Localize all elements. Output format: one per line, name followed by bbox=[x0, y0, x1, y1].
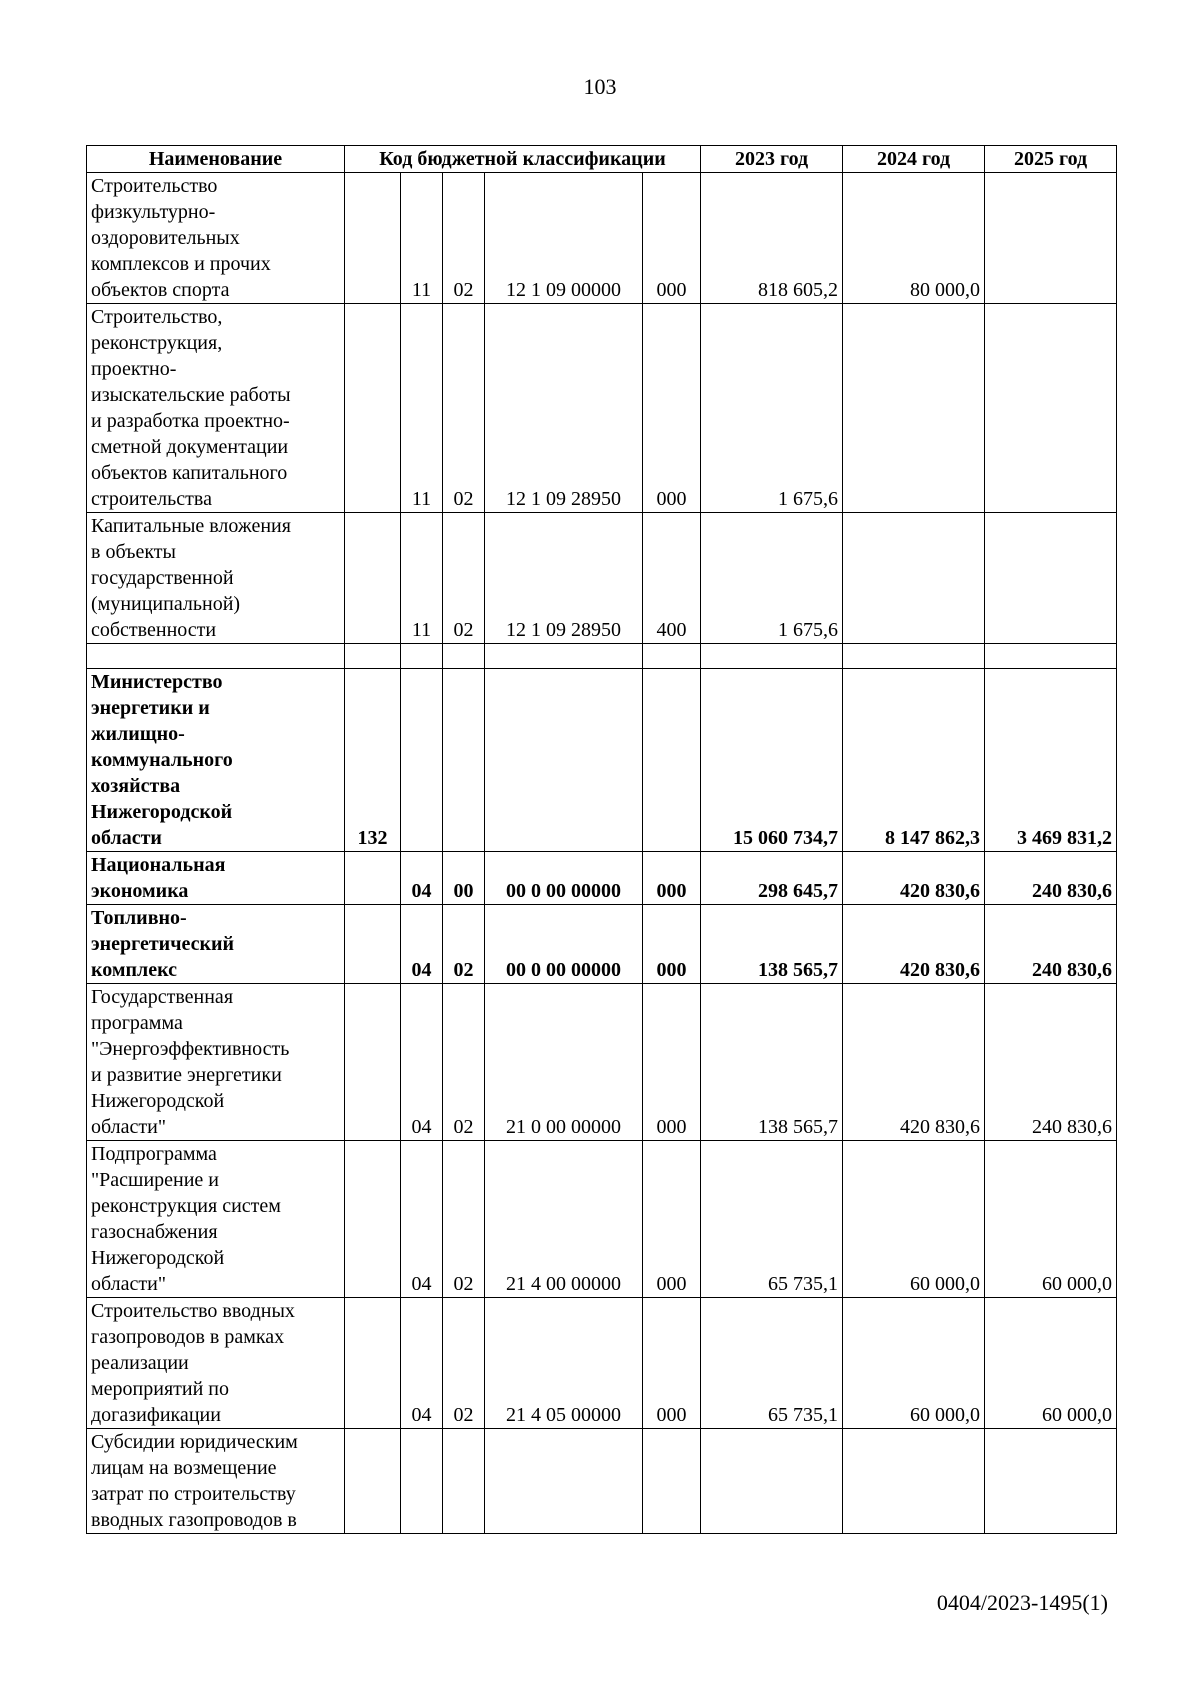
row-expense-type: 000 bbox=[643, 852, 701, 905]
row-target-code: 21 4 05 00000 bbox=[485, 1298, 643, 1429]
row-2024 bbox=[843, 1429, 985, 1534]
row-2025: 240 830,6 bbox=[985, 852, 1117, 905]
empty-cell bbox=[643, 644, 701, 669]
row-2023: 298 645,7 bbox=[701, 852, 843, 905]
row-name: Подпрограмма "Расширение и реконструкция систем газоснабжения Нижегородской области" bbox=[87, 1141, 345, 1298]
row-2025: 60 000,0 bbox=[985, 1298, 1117, 1429]
row-target-code bbox=[485, 669, 643, 852]
row-name: Субсидии юридическим лицам на возмещение затрат по строительству вводных газопроводов в bbox=[87, 1429, 345, 1534]
empty-cell bbox=[701, 644, 843, 669]
empty-cell bbox=[985, 644, 1117, 669]
row-subsection: 02 bbox=[443, 513, 485, 644]
page-number: 103 bbox=[583, 74, 617, 99]
empty-cell bbox=[401, 644, 443, 669]
row-name: Топливно- энергетический комплекс bbox=[87, 905, 345, 984]
row-subsection: 00 bbox=[443, 852, 485, 905]
row-ministry-code bbox=[345, 304, 401, 513]
row-2023: 65 735,1 bbox=[701, 1141, 843, 1298]
row-subsection: 02 bbox=[443, 304, 485, 513]
row-section: 11 bbox=[401, 513, 443, 644]
row-subsection: 02 bbox=[443, 173, 485, 304]
row-2023: 1 675,6 bbox=[701, 304, 843, 513]
row-expense-type: 000 bbox=[643, 905, 701, 984]
row-section: 11 bbox=[401, 304, 443, 513]
row-section bbox=[401, 669, 443, 852]
row-expense-type: 000 bbox=[643, 1298, 701, 1429]
row-2023: 138 565,7 bbox=[701, 905, 843, 984]
row-2023: 818 605,2 bbox=[701, 173, 843, 304]
row-subsection bbox=[443, 1429, 485, 1534]
row-2023 bbox=[701, 1429, 843, 1534]
header-2025: 2025 год bbox=[985, 146, 1117, 173]
row-ministry-code bbox=[345, 1298, 401, 1429]
row-2024 bbox=[843, 304, 985, 513]
row-2025: 3 469 831,2 bbox=[985, 669, 1117, 852]
row-ministry-code bbox=[345, 513, 401, 644]
table-row bbox=[87, 304, 1117, 513]
row-2023: 138 565,7 bbox=[701, 984, 843, 1141]
row-target-code: 12 1 09 00000 bbox=[485, 173, 643, 304]
table-row bbox=[87, 984, 1117, 1141]
row-ministry-code bbox=[345, 905, 401, 984]
header-2023: 2023 год bbox=[701, 146, 843, 173]
row-2023: 1 675,6 bbox=[701, 513, 843, 644]
header-name: Наименование bbox=[87, 146, 345, 173]
row-2023: 65 735,1 bbox=[701, 1298, 843, 1429]
row-name: Строительство, реконструкция, проектно- изыскательские работы и разработка проектно- сметной документации объектов капитального строительства bbox=[87, 304, 345, 513]
row-2025 bbox=[985, 1429, 1117, 1534]
row-2025 bbox=[985, 304, 1117, 513]
row-section: 04 bbox=[401, 1298, 443, 1429]
row-section bbox=[401, 1429, 443, 1534]
row-name: Министерство энергетики и жилищно- коммунального хозяйства Нижегородской области bbox=[87, 669, 345, 852]
row-ministry-code bbox=[345, 984, 401, 1141]
empty-cell bbox=[87, 644, 345, 669]
empty-cell bbox=[843, 644, 985, 669]
table-row bbox=[87, 1141, 1117, 1298]
row-name: Национальная экономика bbox=[87, 852, 345, 905]
row-expense-type: 000 bbox=[643, 1141, 701, 1298]
document-code: 0404/2023-1495(1) bbox=[936, 1590, 1108, 1615]
row-expense-type bbox=[643, 669, 701, 852]
header-code: Код бюджетной классификации bbox=[345, 146, 701, 173]
row-name: Строительство вводных газопроводов в рамках реализации мероприятий по догазификации bbox=[87, 1298, 345, 1429]
row-2025 bbox=[985, 513, 1117, 644]
row-2024: 8 147 862,3 bbox=[843, 669, 985, 852]
row-subsection: 02 bbox=[443, 905, 485, 984]
row-expense-type bbox=[643, 1429, 701, 1534]
row-section: 04 bbox=[401, 852, 443, 905]
row-subsection: 02 bbox=[443, 984, 485, 1141]
row-target-code: 00 0 00 00000 bbox=[485, 852, 643, 905]
row-target-code: 00 0 00 00000 bbox=[485, 905, 643, 984]
row-subsection bbox=[443, 669, 485, 852]
row-ministry-code bbox=[345, 173, 401, 304]
row-name: Строительство физкультурно- оздоровительных комплексов и прочих объектов спорта bbox=[87, 173, 345, 304]
table-row bbox=[87, 1429, 1117, 1534]
row-2025: 60 000,0 bbox=[985, 1141, 1117, 1298]
row-2024: 420 830,6 bbox=[843, 852, 985, 905]
empty-cell bbox=[443, 644, 485, 669]
row-2024: 420 830,6 bbox=[843, 984, 985, 1141]
row-section: 04 bbox=[401, 1141, 443, 1298]
row-2024: 420 830,6 bbox=[843, 905, 985, 984]
row-expense-type: 000 bbox=[643, 173, 701, 304]
row-2024: 60 000,0 bbox=[843, 1141, 985, 1298]
table-row bbox=[87, 1298, 1117, 1429]
row-2023: 15 060 734,7 bbox=[701, 669, 843, 852]
row-2024 bbox=[843, 513, 985, 644]
row-ministry-code: 132 bbox=[345, 669, 401, 852]
table-row bbox=[87, 669, 1117, 852]
row-2025: 240 830,6 bbox=[985, 905, 1117, 984]
row-subsection: 02 bbox=[443, 1141, 485, 1298]
row-expense-type: 000 bbox=[643, 304, 701, 513]
table-header bbox=[87, 146, 1117, 173]
row-ministry-code bbox=[345, 1429, 401, 1534]
row-name: Государственная программа "Энергоэффективность и развитие энергетики Нижегородской области" bbox=[87, 984, 345, 1141]
row-section: 11 bbox=[401, 173, 443, 304]
header-2024: 2024 год bbox=[843, 146, 985, 173]
budget-table bbox=[86, 145, 1117, 1534]
table-row bbox=[87, 513, 1117, 644]
row-2024: 80 000,0 bbox=[843, 173, 985, 304]
row-section: 04 bbox=[401, 905, 443, 984]
row-expense-type: 400 bbox=[643, 513, 701, 644]
row-ministry-code bbox=[345, 852, 401, 905]
row-2025 bbox=[985, 173, 1117, 304]
table-row bbox=[87, 852, 1117, 905]
empty-cell bbox=[485, 644, 643, 669]
row-2024: 60 000,0 bbox=[843, 1298, 985, 1429]
table-row bbox=[87, 905, 1117, 984]
row-section: 04 bbox=[401, 984, 443, 1141]
row-target-code: 21 4 00 00000 bbox=[485, 1141, 643, 1298]
row-2025: 240 830,6 bbox=[985, 984, 1117, 1141]
table-row-empty bbox=[87, 644, 1117, 669]
row-expense-type: 000 bbox=[643, 984, 701, 1141]
row-ministry-code bbox=[345, 1141, 401, 1298]
table-row bbox=[87, 173, 1117, 304]
row-subsection: 02 bbox=[443, 1298, 485, 1429]
row-target-code: 21 0 00 00000 bbox=[485, 984, 643, 1141]
row-target-code: 12 1 09 28950 bbox=[485, 513, 643, 644]
row-target-code bbox=[485, 1429, 643, 1534]
row-target-code: 12 1 09 28950 bbox=[485, 304, 643, 513]
empty-cell bbox=[345, 644, 401, 669]
row-name: Капитальные вложения в объекты государственной (муниципальной) собственности bbox=[87, 513, 345, 644]
